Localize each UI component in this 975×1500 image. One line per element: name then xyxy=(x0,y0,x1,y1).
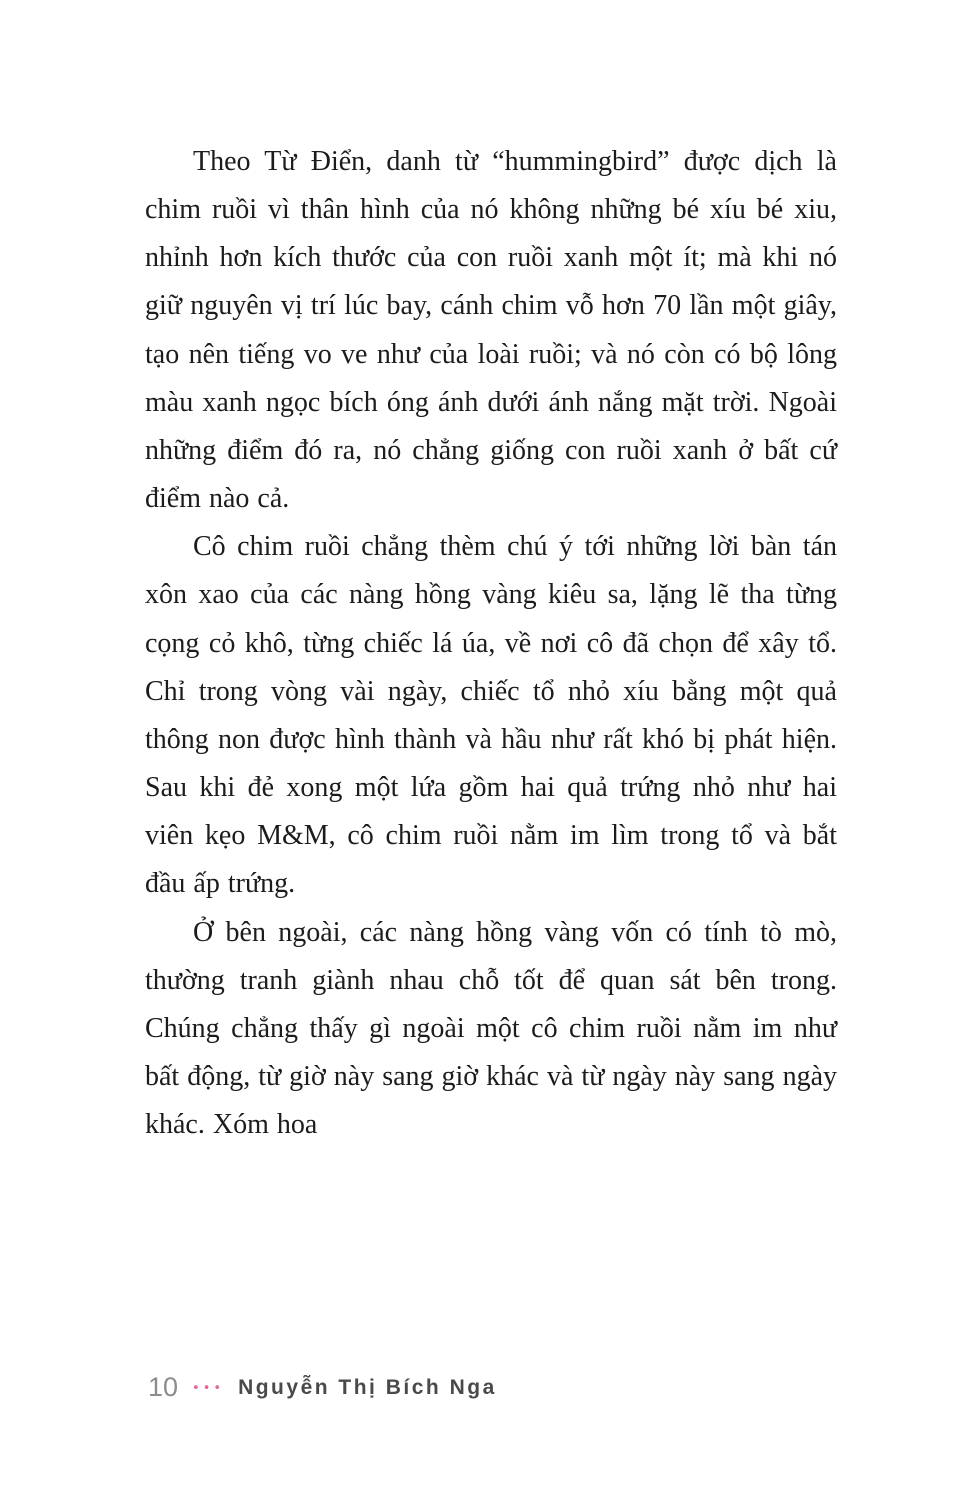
paragraph: Theo Từ Điển, danh từ “hummingbird” được dịch là chim ruồi vì thân hình của nó không những bé xíu bé xiu, nhỉnh hơn kích thước của con ruồi xanh một ít; mà khi nó giữ nguyên vị trí lúc bay, cánh chim vỗ hơn 70 lần một giây, tạo nên tiếng vo ve như của loài ruồi; và nó còn có bộ lông màu xanh ngọc bích óng ánh dưới ánh nắng mặt trời. Ngoài những điểm đó ra, nó chẳng giống con ruồi xanh ở bất cứ điểm nào cả. xyxy=(145,146,837,515)
paragraph: Ở bên ngoài, các nàng hồng vàng vốn có tính tò mò, thường tranh giành nhau chỗ tốt để quan sát bên trong. Chúng chẳng thấy gì ngoài một cô chim ruồi nằm im như bất động, từ giờ này sang giờ khác và từ ngày này sang ngày khác. Xóm hoa xyxy=(145,916,837,1141)
page-footer xyxy=(148,1372,497,1403)
paragraph: Cô chim ruồi chẳng thèm chú ý tới những lời bàn tán xôn xao của các nàng hồng vàng kiêu sa, lặng lẽ tha từng cọng cỏ khô, từng chiếc lá úa, về nơi cô đã chọn để xây tổ. Chỉ trong vòng vài ngày, chiếc tổ nhỏ xíu bằng một quả thông non được hình thành và hầu như rất khó bị phát hiện. Sau khi đẻ xong một lứa gồm hai quả trứng nhỏ như hai viên kẹo M&M, cô chim ruồi nằm im lìm trong tổ và bắt đầu ấp trứng. xyxy=(145,531,837,900)
dots-icon: ••• xyxy=(192,1381,225,1396)
body-text-block xyxy=(145,138,837,1149)
page-number: 10 xyxy=(148,1372,179,1402)
author-name: Nguyễn Thị Bích Nga xyxy=(238,1375,497,1399)
